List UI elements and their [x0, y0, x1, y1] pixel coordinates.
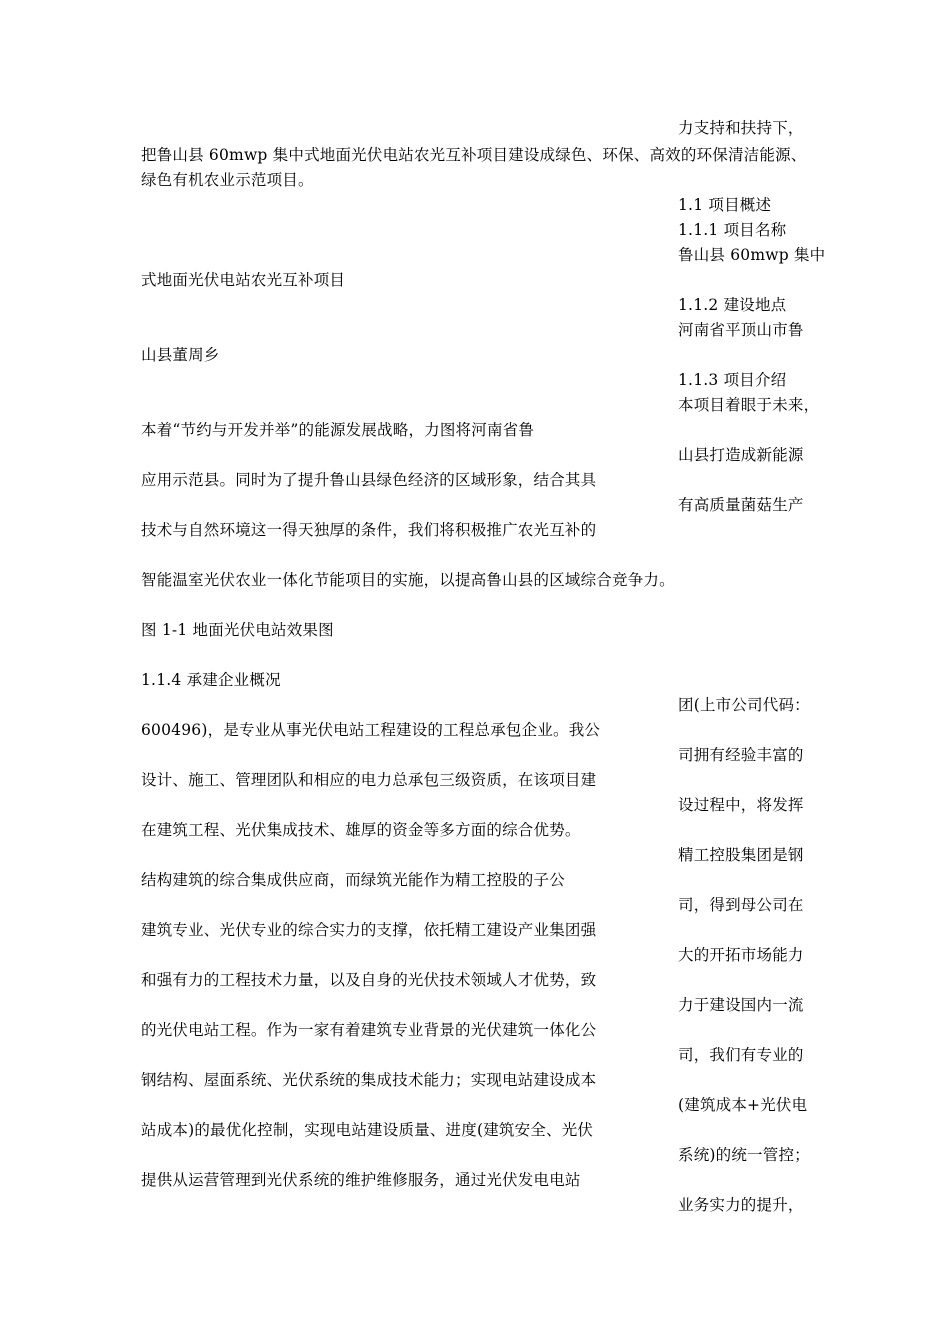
- text-line: 大的开拓市场能力: [678, 946, 804, 964]
- text-line: 1.1.1 项目名称: [678, 221, 787, 239]
- text-line: 业务实力的提升，: [678, 1196, 804, 1214]
- text-line: 鲁山县 60mwp 集中: [678, 246, 826, 264]
- text-line: 图 1-1 地面光伏电站效果图: [141, 621, 334, 639]
- text-line: 力支持和扶持下，: [678, 119, 804, 137]
- text-line: 司，得到母公司在: [678, 896, 804, 914]
- text-line: 把鲁山县 60mwp 集中式地面光伏电站农光互补项目建设成绿色、环保、高效的环保清洁能源、: [141, 146, 807, 164]
- text-line: 站成本)的最优化控制，实现电站建设质量、进度(建筑安全、光伏: [141, 1121, 594, 1139]
- text-line: 司，我们有专业的: [678, 1046, 804, 1064]
- text-line: 和强有力的工程技术力量，以及自身的光伏技术领域人才优势，致: [141, 971, 597, 989]
- text-line: 式地面光伏电站农光互补项目: [141, 271, 346, 289]
- text-line: 1.1.3 项目介绍: [678, 371, 787, 389]
- text-line: 结构建筑的综合集成供应商，而绿筑光能作为精工控股的子公: [141, 871, 565, 889]
- text-line: 提供从运营管理到光伏系统的维护维修服务，通过光伏发电电站: [141, 1171, 581, 1189]
- text-line: 建筑专业、光伏专业的综合实力的支撑，依托精工建设产业集团强: [141, 921, 597, 939]
- text-line: 600496)，是专业从事光伏电站工程建设的工程总承包企业。我公: [141, 721, 601, 739]
- text-line: 技术与自然环境这一得天独厚的条件，我们将积极推广农光互补的: [141, 521, 597, 539]
- text-line: 1.1.4 承建企业概况: [141, 671, 281, 689]
- text-line: 司拥有经验丰富的: [678, 746, 804, 764]
- text-line: 河南省平顶山市鲁: [678, 321, 804, 339]
- text-line: 绿色有机农业示范项目。: [141, 171, 314, 189]
- text-line: 力于建设国内一流: [678, 996, 804, 1014]
- text-line: 团(上市公司代码：: [678, 696, 810, 714]
- text-line: 在建筑工程、光伏集成技术、雄厚的资金等多方面的综合优势。: [141, 821, 581, 839]
- text-line: 1.1 项目概述: [678, 196, 772, 214]
- text-line: 设计、施工、管理团队和相应的电力总承包三级资质，在该项目建: [141, 771, 597, 789]
- text-line: 山县打造成新能源: [678, 446, 804, 464]
- text-line: 1.1.2 建设地点: [678, 296, 787, 314]
- text-line: 设过程中，将发挥: [678, 796, 804, 814]
- text-line: 精工控股集团是钢: [678, 846, 804, 864]
- text-line: 山县董周乡: [141, 346, 220, 364]
- text-line: 有高质量菌菇生产: [678, 496, 804, 514]
- text-line: 钢结构、屋面系统、光伏系统的集成技术能力；实现电站建设成本: [141, 1071, 597, 1089]
- text-line: (建筑成本+光伏电: [678, 1096, 808, 1114]
- text-line: 本项目着眼于未来，: [678, 396, 820, 414]
- text-line: 系统)的统一管控；: [678, 1146, 810, 1164]
- text-line: 应用示范县。同时为了提升鲁山县绿色经济的区域形象，结合其具: [141, 471, 597, 489]
- text-line: 智能温室光伏农业一体化节能项目的实施，以提高鲁山县的区域综合竞争力。: [141, 571, 675, 589]
- text-line: 本着“节约与开发并举”的能源发展战略，力图将河南省鲁: [141, 421, 535, 439]
- text-line: 的光伏电站工程。作为一家有着建筑专业背景的光伏建筑一体化公: [141, 1021, 597, 1039]
